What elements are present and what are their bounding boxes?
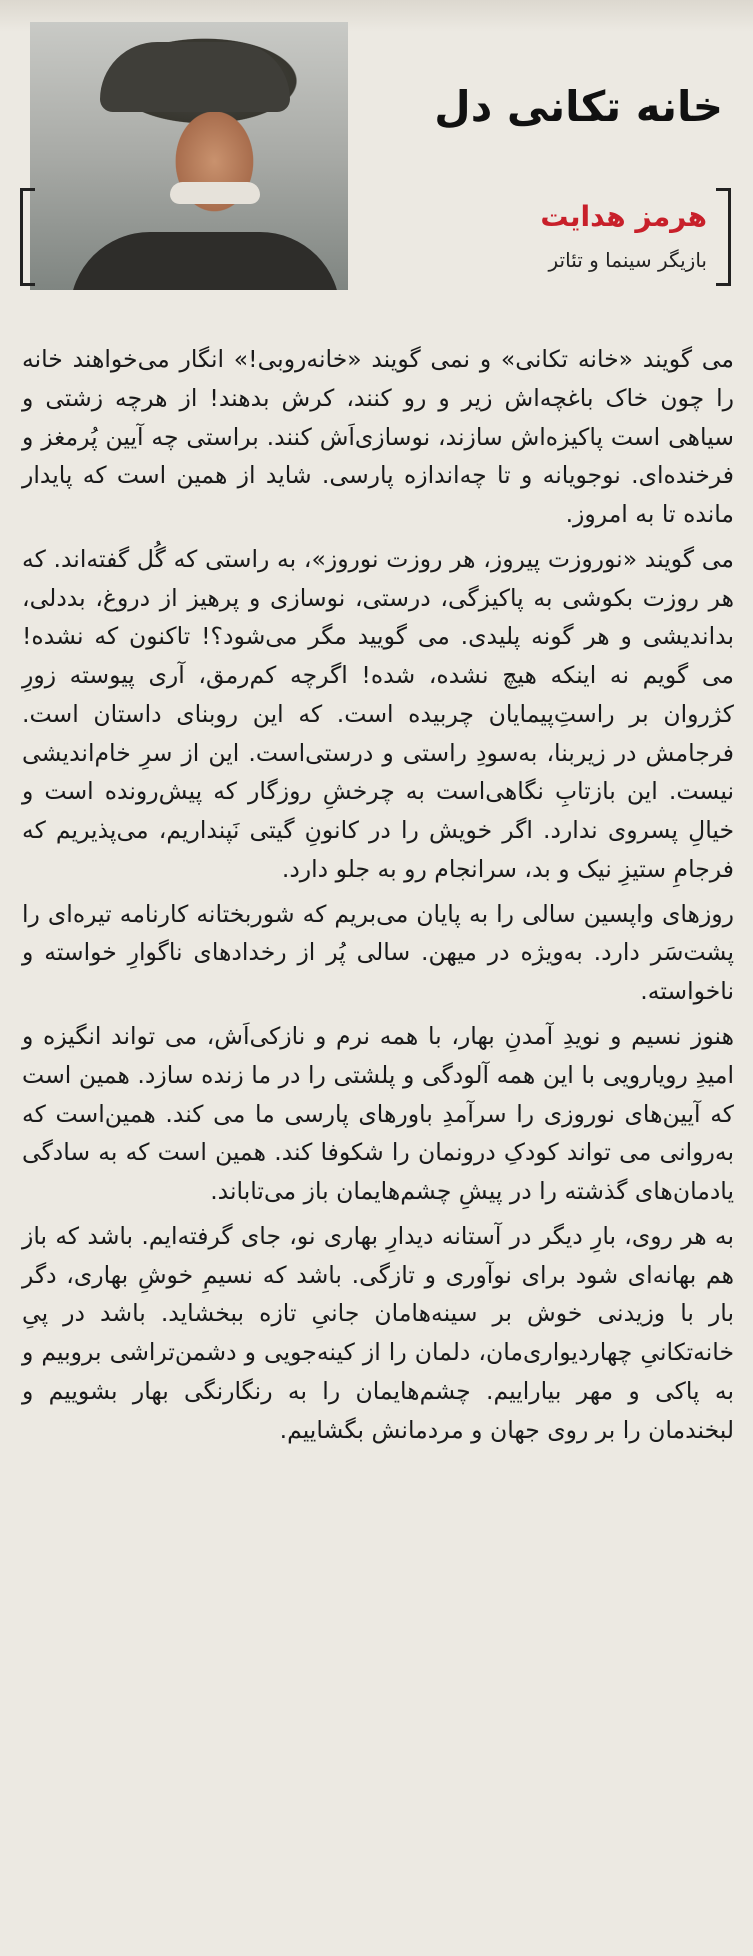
article-title: خانه تکانی دل bbox=[434, 82, 723, 131]
photo-jacket bbox=[70, 232, 340, 290]
bracket-right bbox=[716, 188, 731, 286]
paragraph: روزهای واپسین سالی را به پایان می‌بریم که شوربختانه کارنامه تیره‌ای را پشت‌سَر دارد. به‌ویژه در میهن. سالی پُر از رخدادهای ناگوارِ خواسته و ناخواسته. bbox=[22, 899, 734, 1006]
bracket-left bbox=[20, 188, 35, 286]
paragraph: به هر روی، بارِ دیگر در آستانه دیدارِ بهاری نو، جای گرفته‌ایم. باشد که باز هم بهانه‌ای شود برای نوآوری و تازگی. باشد که نسیمِ خوشِ بهاری، دگر بار با وزیدنی خوش بر سینه‌هامان جانیِ تازه ببخشاید. باشد در پیِ خانه‌تکانیِ چهاردیواری‌مان، دلمان را از کینه‌جویی و دشمن‌تراشی بروبیم و به پاکی و مهر بیاراییم. چشم‌هایمان را به رنگارنگی بهار بشوییم و لبخندمان را بر روی جهان و مردمانش بگشاییم. bbox=[22, 1221, 734, 1444]
author-photo bbox=[30, 22, 348, 290]
paragraph: می گویند «نوروزت پیروز، هر روزت نوروز»، به راستی که گُل گفته‌اند. که هر روزت بکوشی به پاکیزگی، درستی، نوسازی و پرهیز از دروغ، بددلی، بداندیشی و هر گونه پلیدی. می گویید مگر می‌شود؟! تاکنون که نشده! می گویم نه اینکه هیچ نشده، شده! اگرچه کم‌رمق، آری پیوسته زورِ کژروان بر راستِ‌پیمایان چربیده است. که این روبنای داستان است. فرجامش در زیربنا، به‌سودِ راستی و درستی‌است. این از سرِ خام‌اندیشی نیست. این بازتابِ نگاهی‌است به چرخشِ روزگار که پیش‌رونده است و خیالِ پسروی ندارد. اگر خویش را در کانونِ گیتی نَپنداریم، می‌پذیریم که فرجامِ ستیزِ نیک و بد، سرانجام رو به جلو دارد. bbox=[22, 544, 734, 883]
article-body bbox=[22, 340, 734, 1455]
paragraph: هنوز نسیم و نویدِ آمدنِ بهار، با همه نرم و نازکی‌اَش، می تواند انگیزه و امیدِ رویارویی با این همه آلودگی و پلشتی را در ما زنده سازد. همین است که آیین‌های نوروزی را سرآمدِ باورهای پارسی ما می کند. همین‌است که به‌روانی می تواند کودکِ درونمان را شکوفا کند. همین است که به سادگی یادمان‌های گذشته را در پیشِ چشم‌هایمان باز می‌تاباند. bbox=[22, 1022, 734, 1206]
paragraph: می گویند «خانه تکانی» و نمی گویند «خانه‌روبی!» انگار می‌خواهند خانه را چون خاک باغچه‌اش زیر و رو کنند، کرش بدهند! از هرچه زشتی و سیاهی است پاکیزه‌اش سازند، نوسازی‌اَش کنند. براستی چه آیین پُرمغز و فرخنده‌ای. نوجویانه و تا چه‌اندازه پارسی. شاید از همین است که پایدار مانده تا به امروز. bbox=[22, 345, 734, 529]
photo-cap bbox=[100, 42, 290, 112]
author-name: هرمز هدایت bbox=[540, 200, 707, 233]
author-role: بازیگر سینما و تئاتر bbox=[548, 248, 707, 272]
photo-mustache bbox=[170, 182, 260, 204]
